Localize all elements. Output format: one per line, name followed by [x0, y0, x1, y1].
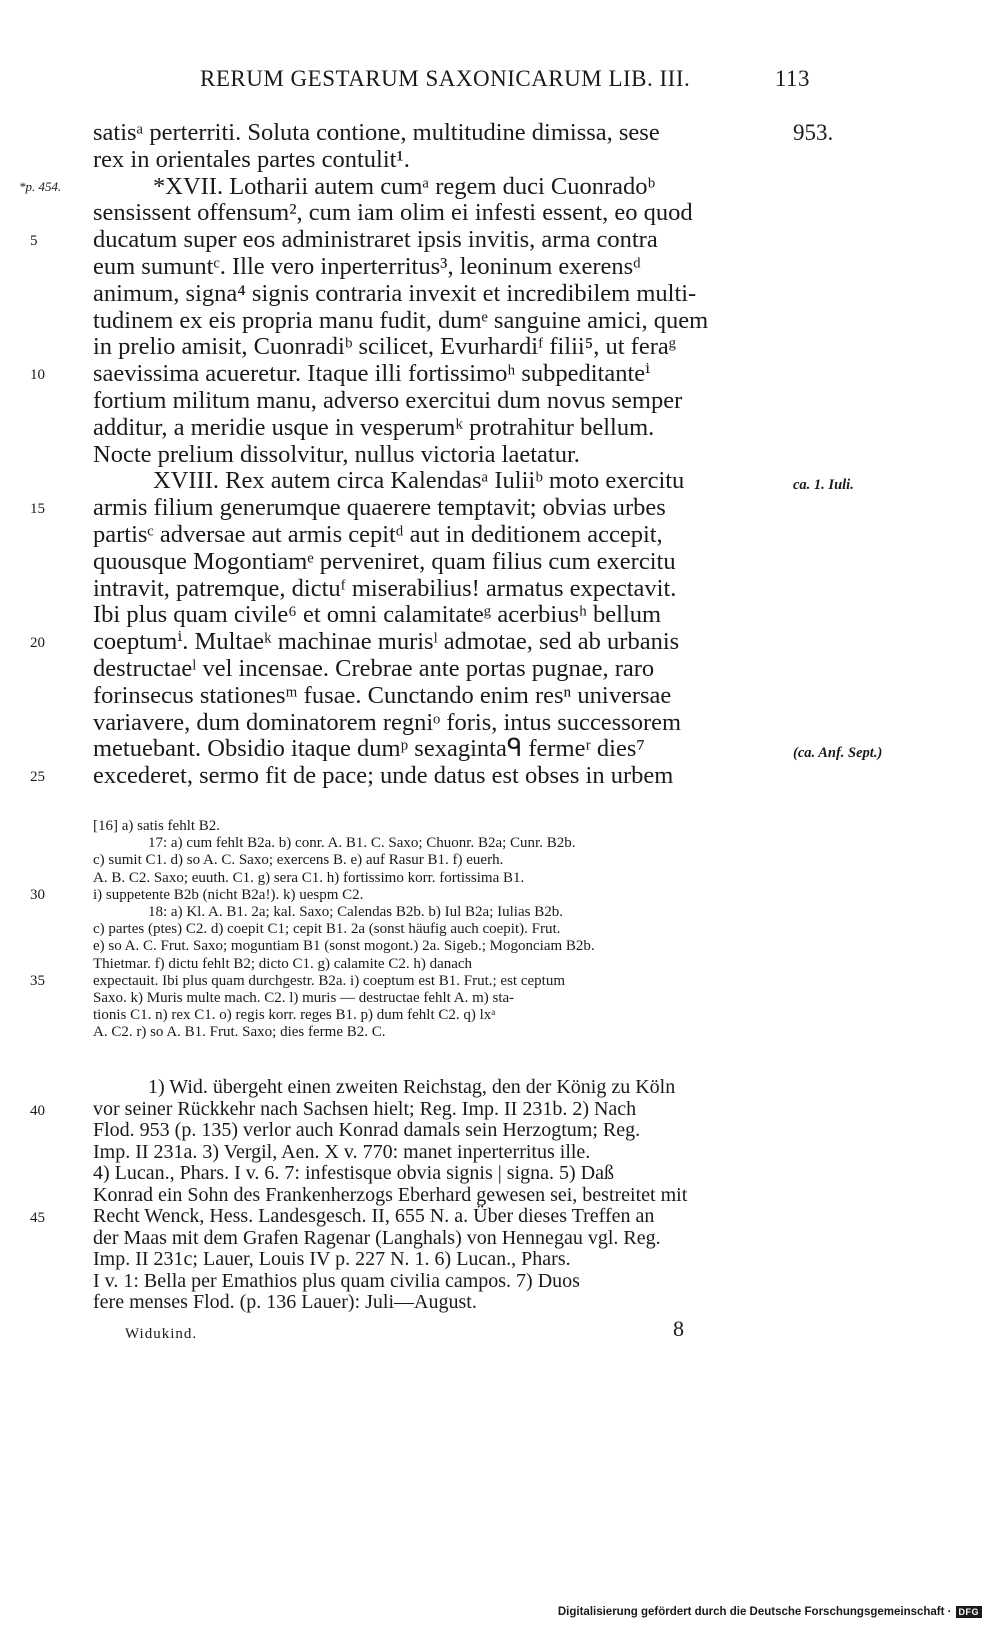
- apparatus-line: [93, 852, 793, 869]
- apparatus-line: [93, 938, 793, 955]
- main-text-text: additur, a meridie usque in vesperumᵏ protrahitur bellum.: [93, 413, 655, 441]
- sheet-number: 8: [673, 1316, 684, 1341]
- apparatus-text: expectauit. Ibi plus quam durchgestr. B2a. i) coeptum est B1. Frut.; est ceptum: [93, 972, 565, 989]
- digitization-credit: [558, 1606, 982, 1618]
- main-text-line: [93, 602, 813, 629]
- main-text-text: armis filium generumque quaerere temptavit; obvias urbes: [93, 494, 666, 522]
- apparatus-line: [93, 956, 793, 973]
- main-text-line: [93, 656, 813, 683]
- running-title: RERUM GESTARUM SAXONICARUM LIB. III.: [200, 66, 691, 91]
- commentary-line: [93, 1228, 793, 1250]
- main-text-text: XVIII. Rex autem circa Kalendasᵃ Iuliiᵇ moto exercitu: [153, 467, 685, 495]
- main-text-line: [93, 549, 813, 576]
- commentary-text: der Maas mit dem Grafen Ragenar (Langhals) von Hennegau vgl. Reg.: [93, 1226, 661, 1249]
- main-text-text: partisᶜ adversae aut armis cepitᵈ aut in deditionem accepit,: [93, 520, 663, 548]
- main-text-line: [93, 254, 813, 281]
- dfg-logo: DFG: [956, 1606, 983, 1618]
- commentary-line: [93, 1077, 793, 1099]
- apparatus-line: [93, 1007, 793, 1024]
- apparatus-text: [16] a) satis fehlt B2.: [93, 818, 221, 834]
- commentary-line: [93, 1185, 793, 1207]
- main-text-line: [93, 683, 813, 710]
- main-text-text: excederet, sermo fit de pace; unde datus est obses in urbem: [93, 762, 674, 790]
- line-number: 45: [30, 1210, 45, 1226]
- apparatus-line: [93, 835, 793, 852]
- apparatus-line: [93, 870, 793, 887]
- main-text-text: fortium militum manu, adverso exercitui dum novus semper: [93, 386, 683, 414]
- commentary-text: Flod. 953 (p. 135) verlor auch Konrad damals sein Herzogtum; Reg.: [93, 1119, 641, 1141]
- apparatus-text: 18: a) Kl. A. B1. 2a; kal. Saxo; Calendas B2b. b) Iul B2a; Iulias B2b.: [148, 903, 563, 920]
- commentary-text: Imp. II 231a. 3) Vergil, Aen. X v. 770: manet inperterritus ille.: [93, 1140, 591, 1163]
- main-text: [19, 119, 883, 790]
- main-text-line: [93, 735, 883, 763]
- signature-mark: Widukind.: [125, 1326, 198, 1342]
- main-text-text: forinsecus stationesᵐ fusae. Cunctando enim resⁿ universae: [93, 681, 672, 709]
- apparatus-text: Thietmar. f) dictu fehlt B2; dicto C1. g) calamite C2. h) danach: [93, 955, 473, 972]
- main-text-text: *XVII. Lotharii autem cumᵃ regem duci Cuonradoᵇ: [153, 172, 656, 200]
- line-number: 10: [30, 367, 45, 384]
- margin-date-note: ca. 1. Iuli.: [793, 477, 854, 494]
- main-text-line: [30, 628, 813, 656]
- running-header: [200, 66, 810, 96]
- main-text-line: [93, 522, 813, 549]
- main-text-line: [93, 388, 813, 415]
- apparatus-text: A. B. C2. Saxo; euuth. C1. g) sera C1. h) fortissimo korr. fortissima B1.: [93, 869, 525, 886]
- commentary-text: vor seiner Rückkehr nach Sachsen hielt; Reg. Imp. II 231b. 2) Nach: [93, 1097, 637, 1120]
- apparatus-text: e) so A. C. Frut. Saxo; moguntiam B1 (sonst mogont.) 2a. Sigeb.; Mogonciam B2b.: [93, 938, 595, 955]
- main-text-text: variavere, dum dominatorem regniᵒ foris, intus successorem: [93, 708, 682, 736]
- commentary-notes: [30, 1076, 793, 1314]
- commentary-line: [93, 1249, 793, 1271]
- main-text-line: [93, 119, 834, 147]
- apparatus-text: Saxo. k) Muris multe mach. C2. l) muris — destructae fehlt A. m) sta-: [93, 989, 515, 1006]
- apparatus-line: [93, 990, 793, 1007]
- main-text-line: [93, 200, 813, 227]
- commentary-text: 4) Lucan., Phars. I v. 6. 7: infestisque obvia signis | signa. 5) Daß: [93, 1162, 614, 1184]
- main-text-line: [93, 281, 813, 308]
- credit-text: Digitalisierung gefördert durch die Deutsche Forschungsgemeinschaft ·: [557, 1606, 952, 1618]
- main-text-text: satisᵃ perterriti. Soluta contione, multitudine dimissa, sese: [93, 119, 660, 146]
- main-text-line: [93, 576, 813, 603]
- main-text-text: eum sumuntᶜ. Ille vero inperterritus³, leoninum exerensᵈ: [93, 252, 641, 280]
- main-text-text: metuebant. Obsidio itaque dumᵖ sexagintaᑫ fermeʳ dies⁷: [93, 735, 645, 763]
- apparatus-text: tionis C1. n) rex C1. o) regis korr. reges B1. p) dum fehlt C2. q) lxᵃ: [93, 1007, 496, 1024]
- line-number: 25: [30, 769, 45, 786]
- apparatus-text: 17: a) cum fehlt B2a. b) conr. A. B1. C. Saxo; Chuonr. B2a; Cunr. B2b.: [148, 835, 576, 852]
- main-text-text: quousque Mogontiamᵉ perveniret, quam filius cum exercitu: [93, 547, 676, 575]
- main-text-text: Ibi plus quam civile⁶ et omni calamitateᵍ acerbiusʰ bellum: [93, 601, 662, 629]
- main-text-line: [93, 442, 813, 469]
- margin-date-note: 953.: [793, 120, 834, 145]
- main-text-text: intravit, patremque, dictuᶠ miserabilius! armatus expectavit.: [93, 574, 677, 602]
- apparatus-line: [93, 818, 793, 835]
- main-text-line: [30, 494, 813, 522]
- main-text-line: [93, 710, 813, 737]
- commentary-text: Konrad ein Sohn des Frankenherzogs Eberhard gewesen sei, bestreitet mit: [93, 1183, 688, 1206]
- commentary-line: [93, 1163, 793, 1185]
- main-text-text: in prelio amisit, Cuonradiᵇ scilicet, Evurhardiᶠ filii⁵, ut feraᵍ: [93, 333, 677, 361]
- main-text-text: Nocte prelium dissolvitur, nullus victoria laetatur.: [93, 440, 580, 468]
- apparatus-line: [93, 1024, 793, 1041]
- main-text-text: saevissima acueretur. Itaque illi fortissimoʰ subpeditanteⁱ: [93, 360, 651, 388]
- commentary-text: Recht Wenck, Hess. Landesgesch. II, 655 N. a. Über dieses Treffen an: [93, 1205, 655, 1227]
- main-text-text: ducatum super eos administraret ipsis invitis, arma contra: [93, 226, 658, 254]
- main-text-line: [93, 308, 813, 335]
- commentary-line: [93, 1292, 793, 1314]
- commentary-line: [93, 1120, 793, 1142]
- apparatus-line: [30, 886, 793, 904]
- line-number: 5: [30, 233, 38, 250]
- apparatus-text: i) suppetente B2b (nicht B2a!). k) uespm C2.: [93, 886, 364, 903]
- commentary-line: [93, 1142, 793, 1164]
- commentary-text: Imp. II 231c; Lauer, Louis IV p. 227 N. 1. 6) Lucan., Phars.: [93, 1248, 571, 1270]
- main-text-text: rex in orientales partes contulit¹.: [93, 145, 410, 173]
- main-text-line: [93, 334, 813, 361]
- apparatus-line: [93, 921, 793, 938]
- page-number: 113: [774, 66, 810, 91]
- main-text-text: coeptumⁱ. Multaeᵏ machinae murisˡ admotae, sed ab urbanis: [93, 628, 680, 656]
- main-text-line: [30, 360, 813, 388]
- line-number: 35: [30, 972, 45, 989]
- apparatus-text: c) partes (ptes) C2. d) coepit C1; cepit B1. 2a (sonst häufig auch coepit). Frut.: [93, 921, 561, 938]
- main-text-text: tudinem ex eis propria manu fudit, dumᵉ sanguine amici, quem: [93, 306, 709, 334]
- line-number: 20: [30, 635, 45, 652]
- commentary-text: 1) Wid. übergeht einen zweiten Reichstag, den der König zu Köln: [148, 1076, 676, 1098]
- commentary-line: [93, 1271, 793, 1293]
- line-number: 15: [30, 501, 45, 518]
- commentary-line: [30, 1097, 793, 1121]
- apparatus-text: A. C2. r) so A. B1. Frut. Saxo; dies ferme B2. C.: [93, 1024, 386, 1041]
- main-text-line: [93, 467, 854, 495]
- critical-apparatus: [30, 818, 793, 1041]
- margin-date-note: (ca. Anf. Sept.): [793, 745, 883, 762]
- main-text-line: [30, 226, 813, 254]
- main-text-text: sensissent offensum², cum iam olim ei infesti essent, eo quod: [93, 199, 693, 227]
- main-text-line: [93, 147, 813, 174]
- main-text-line: [19, 172, 813, 201]
- page-reference: *p. 454.: [19, 178, 62, 194]
- apparatus-line: [93, 904, 793, 921]
- line-number: 40: [30, 1102, 45, 1119]
- main-text-line: [30, 762, 813, 790]
- main-text-text: destructaeˡ vel incensae. Crebrae ante portas pugnae, raro: [93, 654, 655, 682]
- main-text-text: animum, signa⁴ signis contraria invexit et incredibilem multi-: [93, 279, 697, 307]
- commentary-line: [30, 1205, 793, 1228]
- commentary-text: I v. 1: Bella per Emathios plus quam civilia campos. 7) Duos: [93, 1269, 580, 1292]
- main-text-line: [93, 415, 813, 442]
- commentary-text: fere menses Flod. (p. 136 Lauer): Juli—August.: [93, 1291, 477, 1313]
- apparatus-line: [30, 972, 793, 990]
- line-number: 30: [30, 886, 45, 903]
- apparatus-text: c) sumit C1. d) so A. C. Saxo; exercens B. e) auf Rasur B1. f) euerh.: [93, 852, 504, 869]
